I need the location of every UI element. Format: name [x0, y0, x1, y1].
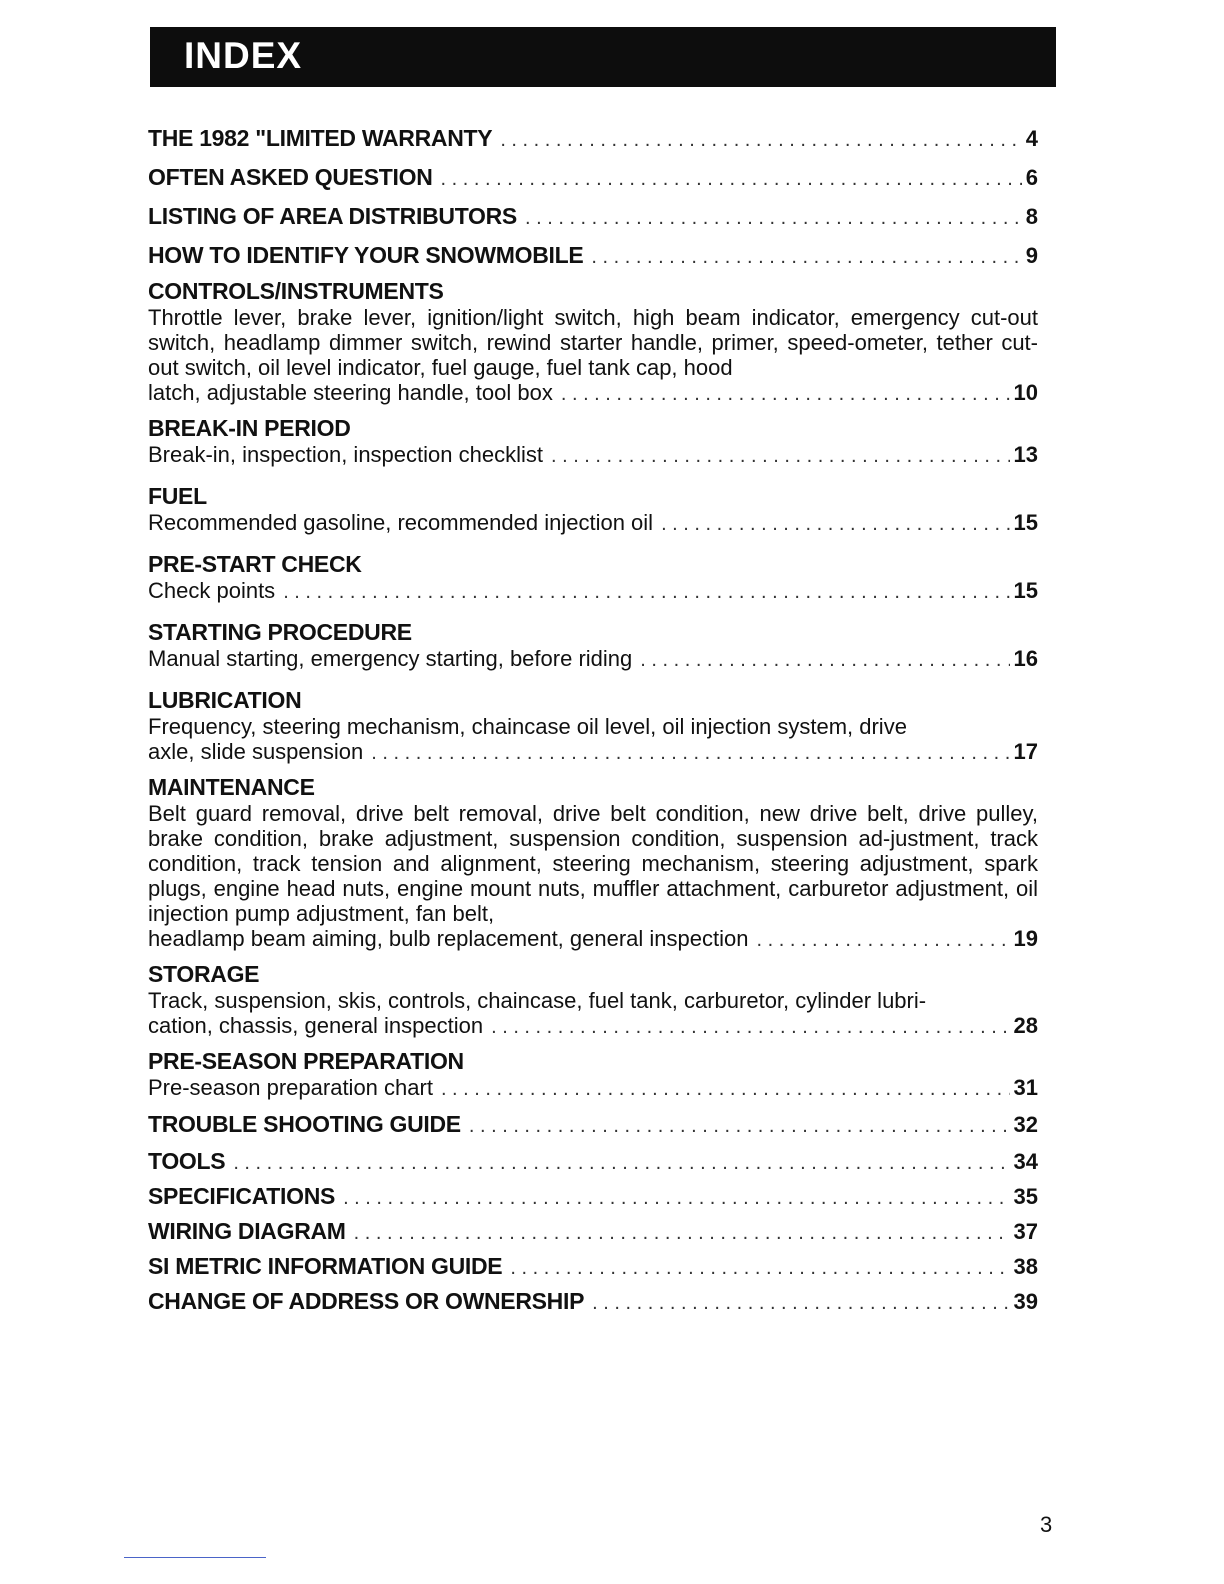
toc-page-number: 39 [1013, 1289, 1038, 1314]
toc-entry-description-last: headlamp beam aiming, bulb replacement, general inspection [148, 926, 749, 951]
toc-entry-title: TOOLS [148, 1148, 226, 1174]
toc-page-number: 19 [1013, 926, 1038, 951]
toc-page-number: 17 [1013, 739, 1038, 764]
toc-entry [148, 1145, 1038, 1180]
toc-entry [148, 159, 1038, 198]
toc-page-number: 15 [1013, 510, 1038, 535]
toc-page-number: 13 [1013, 442, 1038, 467]
toc-entry-description-last: Pre-season preparation chart [148, 1075, 433, 1100]
toc-entry [148, 687, 1038, 766]
toc-entry-title: CHANGE OF ADDRESS OR OWNERSHIP [148, 1288, 585, 1314]
toc-page-number: 16 [1013, 646, 1038, 671]
toc-page-number: 6 [1025, 165, 1038, 190]
toc-entry-title: WIRING DIAGRAM [148, 1218, 346, 1244]
toc-entry [148, 961, 1038, 1040]
dot-leader [491, 1015, 1009, 1040]
toc-page-number: 8 [1025, 204, 1038, 229]
toc-entry [148, 1215, 1038, 1250]
footer-rule [124, 1557, 266, 1558]
dot-leader [233, 1147, 1009, 1180]
dot-leader [441, 161, 1022, 198]
toc-page-number: 34 [1013, 1149, 1038, 1174]
toc-entry-description-last: Manual starting, emergency starting, before riding [148, 646, 633, 671]
toc-entry [148, 1180, 1038, 1215]
toc-page-number: 35 [1013, 1184, 1038, 1209]
page-title: INDEX [184, 35, 303, 76]
page-number: 3 [1040, 1512, 1053, 1537]
toc-page-number: 38 [1013, 1254, 1038, 1279]
toc-entry-description: Belt guard removal, drive belt removal, drive belt condition, new drive belt, drive pulley, brake condition, brake adjustment, suspension condition, suspension ad-justment, track condition, track tension and alignment, steering mechanism, steering adjustment, spark plugs, engine head nuts, engine mount nuts, muffler attachment, carburetor adjustment, oil injection pump adjustment, fan belt, [148, 801, 1038, 926]
toc-page-number: 10 [1013, 380, 1038, 405]
dot-leader [640, 648, 1009, 673]
toc-entry [148, 774, 1038, 953]
dot-leader [371, 741, 1009, 766]
toc-entry [148, 415, 1038, 469]
toc-entry-title: STORAGE [148, 961, 260, 987]
toc-entry [148, 120, 1038, 159]
toc-page-number: 37 [1013, 1219, 1038, 1244]
toc-entry-title: PRE-SEASON PREPARATION [148, 1048, 464, 1074]
toc-entry-title: HOW TO IDENTIFY YOUR SNOWMOBILE [148, 242, 584, 268]
toc-entry-title: PRE-START CHECK [148, 551, 362, 577]
dot-leader [343, 1182, 1009, 1215]
dot-leader [551, 444, 1010, 469]
toc-entry-description: Frequency, steering mechanism, chaincase oil level, oil injection system, drive [148, 714, 907, 739]
toc-page-number: 32 [1013, 1112, 1038, 1137]
toc-entry-title: TROUBLE SHOOTING GUIDE [148, 1111, 461, 1137]
toc-entry-title: FUEL [148, 483, 207, 509]
dot-leader [510, 1252, 1009, 1285]
toc-page-number: 31 [1013, 1075, 1038, 1100]
toc-entry-description-last: Break-in, inspection, inspection checklist [148, 442, 543, 467]
toc-entry-description-last: cation, chassis, general inspection [148, 1013, 484, 1038]
toc-entry-title: BREAK-IN PERIOD [148, 415, 351, 441]
dot-leader [469, 1108, 1010, 1145]
toc-entry [148, 198, 1038, 237]
toc-entry-title: OFTEN ASKED QUESTION [148, 164, 433, 190]
dot-leader [591, 239, 1021, 276]
toc-entry-title: SPECIFICATIONS [148, 1183, 336, 1209]
toc-entry [148, 619, 1038, 673]
toc-entry-description-last: Check points [148, 578, 276, 603]
toc-page-number: 28 [1013, 1013, 1038, 1038]
toc-entry-title: SI METRIC INFORMATION GUIDE [148, 1253, 503, 1279]
dot-leader [661, 512, 1009, 537]
dot-leader [354, 1217, 1010, 1250]
toc-entry-title: LUBRICATION [148, 687, 302, 713]
dot-leader [756, 928, 1009, 953]
toc-entry-title: STARTING PROCEDURE [148, 619, 412, 645]
index-header-bar [150, 27, 1056, 87]
dot-leader [561, 382, 1010, 407]
dot-leader [592, 1287, 1009, 1320]
toc-entry-title: CONTROLS/INSTRUMENTS [148, 278, 444, 304]
toc-entry-description-last: Recommended gasoline, recommended injection oil [148, 510, 654, 535]
toc-entry-title: LISTING OF AREA DISTRIBUTORS [148, 203, 517, 229]
toc-entry-description: Throttle lever, brake lever, ignition/light switch, high beam indicator, emergency cut-out switch, headlamp dimmer switch, rewind starter handle, primer, speed-ometer, tether cut-out switch, oil level indicator, fuel gauge, fuel tank cap, hood [148, 305, 1038, 380]
toc-entry-title: MAINTENANCE [148, 774, 315, 800]
toc-entry-description-last: latch, adjustable steering handle, tool box [148, 380, 553, 405]
table-of-contents [148, 120, 1038, 1320]
toc-entry [148, 1106, 1038, 1145]
toc-entry [148, 237, 1038, 276]
dot-leader [500, 122, 1021, 159]
toc-entry [148, 1048, 1038, 1102]
dot-leader [441, 1077, 1010, 1102]
toc-page-number: 9 [1025, 243, 1038, 268]
toc-entry-description: Track, suspension, skis, controls, chaincase, fuel tank, carburetor, cylinder lubri- [148, 988, 927, 1013]
toc-entry-title: THE 1982 "LIMITED WARRANTY [148, 125, 493, 151]
dot-leader [525, 200, 1022, 237]
toc-entry-description-last: axle, slide suspension [148, 739, 364, 764]
toc-page-number: 15 [1013, 578, 1038, 603]
dot-leader [283, 580, 1009, 605]
toc-entry [148, 551, 1038, 605]
toc-page-number: 4 [1025, 126, 1038, 151]
toc-entry [148, 1250, 1038, 1285]
toc-entry [148, 1285, 1038, 1320]
toc-entry [148, 278, 1038, 407]
toc-entry [148, 483, 1038, 537]
